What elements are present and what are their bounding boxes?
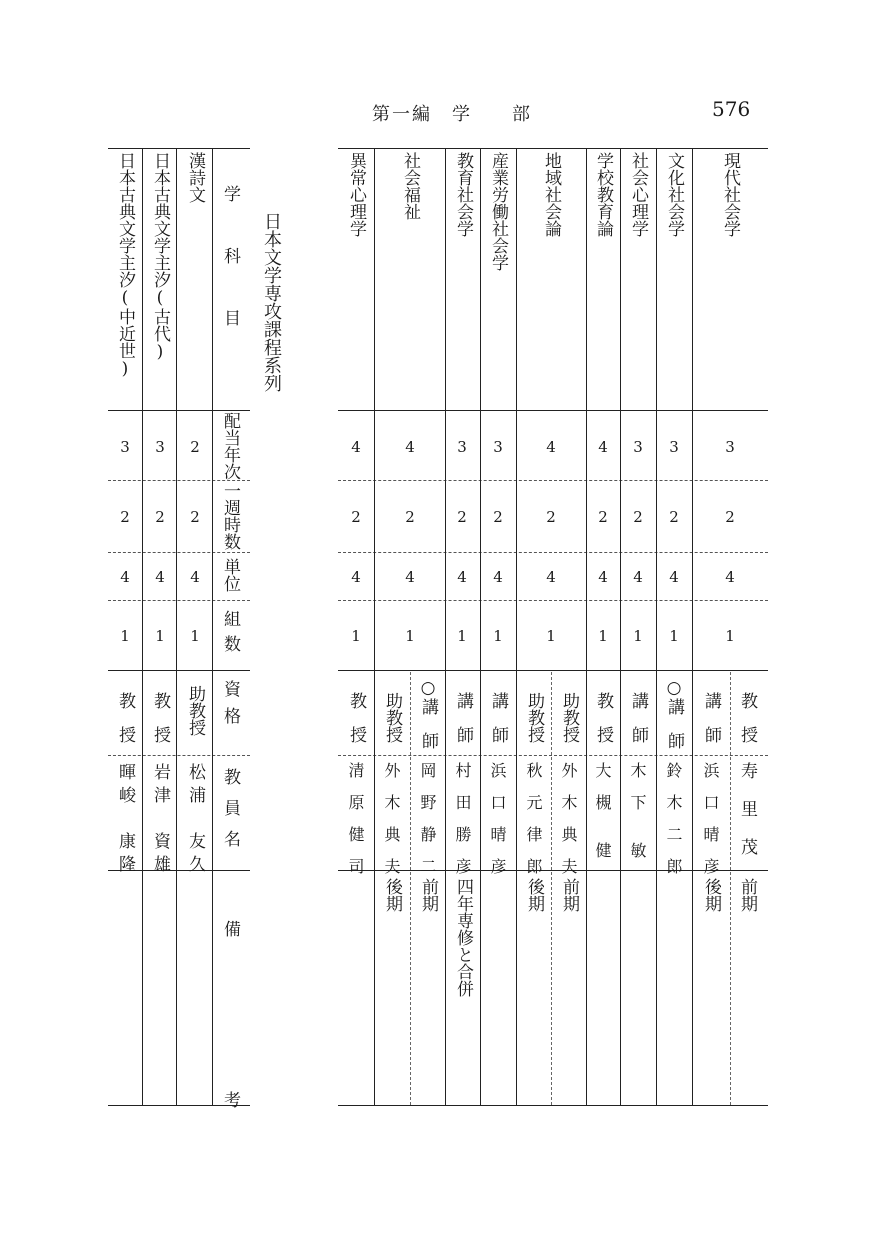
- rank-cell: 教 授: [150, 692, 170, 743]
- groups-cell: 1: [669, 627, 679, 645]
- units-cell: 4: [493, 568, 503, 586]
- rank-cell: ○講 師: [664, 678, 684, 749]
- rank-cell: 助教授: [559, 692, 579, 743]
- year-cell: 3: [633, 438, 643, 456]
- hours-cell: 2: [633, 508, 643, 526]
- units-cell: 4: [598, 568, 608, 586]
- name-cell: 鈴 木 二 郎: [664, 762, 683, 874]
- name-cell: 秋 元 律 郎: [524, 762, 543, 874]
- hours-cell: 2: [546, 508, 556, 526]
- rank-cell: ○講 師: [418, 678, 438, 749]
- units-cell: 4: [351, 568, 361, 586]
- subject-cell: 産業労働社会学: [488, 152, 508, 271]
- rank-cell: 助教授: [185, 685, 205, 736]
- subject-cell: 日本古典文学主汐(中近世): [115, 152, 135, 379]
- subject-cell: 漢詩文: [185, 152, 205, 203]
- subject-cell: 地域社会論: [541, 152, 561, 237]
- units-cell: 4: [633, 568, 643, 586]
- year-cell: 3: [669, 438, 679, 456]
- name-cell: 浜 口 晴 彦: [488, 762, 507, 874]
- rank-cell: 教 授: [346, 692, 366, 743]
- rank-cell: 講 師: [453, 692, 473, 743]
- units-cell: 4: [725, 568, 735, 586]
- note-cell: 前期: [559, 878, 579, 912]
- groups-cell: 1: [633, 627, 643, 645]
- groups-cell: 1: [120, 627, 130, 645]
- year-cell: 3: [457, 438, 467, 456]
- groups-cell: 1: [190, 627, 200, 645]
- subject-cell: 社会心理学: [628, 152, 648, 237]
- header-units: 単位: [220, 558, 240, 592]
- header-rank: 資格: [220, 680, 240, 734]
- groups-cell: 1: [546, 627, 556, 645]
- hours-cell: 2: [493, 508, 503, 526]
- name-cell: 外 木 典 夫: [382, 762, 401, 874]
- year-cell: 4: [598, 438, 608, 456]
- name-cell: 清 原 健 司: [346, 762, 365, 874]
- name-cell: 浜 口 晴 彦: [701, 762, 720, 874]
- year-cell: 4: [351, 438, 361, 456]
- year-cell: 3: [493, 438, 503, 456]
- hours-cell: 2: [669, 508, 679, 526]
- name-cell: 木 下 敏: [628, 762, 647, 858]
- hours-cell: 2: [190, 508, 200, 526]
- note-cell: 前期: [418, 878, 438, 912]
- rank-cell: 講 師: [628, 692, 648, 743]
- groups-cell: 1: [598, 627, 608, 645]
- year-cell: 3: [725, 438, 735, 456]
- hours-cell: 2: [155, 508, 165, 526]
- year-cell: 2: [190, 438, 200, 456]
- groups-cell: 1: [155, 627, 165, 645]
- name-cell: 岡 野 静 二: [418, 762, 437, 874]
- rank-cell: 助教授: [382, 692, 402, 743]
- note-cell: 前期: [737, 878, 757, 912]
- note-cell: 後期: [701, 878, 721, 912]
- units-cell: 4: [120, 568, 130, 586]
- groups-cell: 1: [405, 627, 415, 645]
- hours-cell: 2: [405, 508, 415, 526]
- header-note: 備 考: [220, 920, 240, 1148]
- note-cell: 後期: [524, 878, 544, 912]
- rank-cell: 講 師: [701, 692, 721, 743]
- groups-cell: 1: [493, 627, 503, 645]
- note-cell: 四年専修と合併: [453, 878, 473, 997]
- groups-cell: 1: [351, 627, 361, 645]
- name-cell: 外 木 典 夫: [559, 762, 578, 874]
- subject-cell: 文化社会学: [664, 152, 684, 237]
- section-title: 日本文学専攻課程系列: [261, 212, 282, 392]
- name-cell: 岩津 資雄: [150, 763, 170, 878]
- units-cell: 4: [190, 568, 200, 586]
- hours-cell: 2: [725, 508, 735, 526]
- header-year: 配当年次: [220, 412, 240, 480]
- note-cell: 後期: [382, 878, 402, 912]
- rank-cell: 助教授: [524, 692, 544, 743]
- hours-cell: 2: [457, 508, 467, 526]
- header-name: 教員名: [220, 768, 240, 861]
- page-number: 576: [712, 97, 751, 121]
- rank-cell: 講 師: [488, 692, 508, 743]
- name-cell: 暉峻 康隆: [115, 763, 135, 878]
- rank-cell: 教 授: [115, 692, 135, 743]
- year-cell: 4: [546, 438, 556, 456]
- units-cell: 4: [457, 568, 467, 586]
- groups-cell: 1: [725, 627, 735, 645]
- year-cell: 3: [120, 438, 130, 456]
- subject-cell: 教育社会学: [453, 152, 473, 237]
- name-cell: 大 槻 健: [593, 762, 612, 858]
- header-subject: 学 科 目: [220, 185, 240, 340]
- subject-cell: 学校教育論: [593, 152, 613, 237]
- subject-cell: 異常心理学: [346, 152, 366, 237]
- units-cell: 4: [546, 568, 556, 586]
- name-cell: 寿 里 茂: [737, 762, 757, 857]
- running-header: 第一編 学 部: [372, 104, 532, 125]
- units-cell: 4: [155, 568, 165, 586]
- units-cell: 4: [669, 568, 679, 586]
- subject-cell: 社会福祉: [400, 152, 420, 220]
- hours-cell: 2: [351, 508, 361, 526]
- header-groups: 組数: [220, 610, 240, 660]
- subject-cell: 現代社会学: [720, 152, 740, 237]
- header-hours: 一週時数: [220, 482, 240, 550]
- units-cell: 4: [405, 568, 415, 586]
- year-cell: 4: [405, 438, 415, 456]
- year-cell: 3: [155, 438, 165, 456]
- rank-cell: 教 授: [737, 692, 757, 743]
- hours-cell: 2: [120, 508, 130, 526]
- name-cell: 松浦 友久: [185, 763, 205, 878]
- subject-cell: 日本古典文学主汐(古代): [150, 152, 170, 362]
- rank-cell: 教 授: [593, 692, 613, 743]
- groups-cell: 1: [457, 627, 467, 645]
- hours-cell: 2: [598, 508, 608, 526]
- name-cell: 村 田 勝 彦: [453, 762, 472, 874]
